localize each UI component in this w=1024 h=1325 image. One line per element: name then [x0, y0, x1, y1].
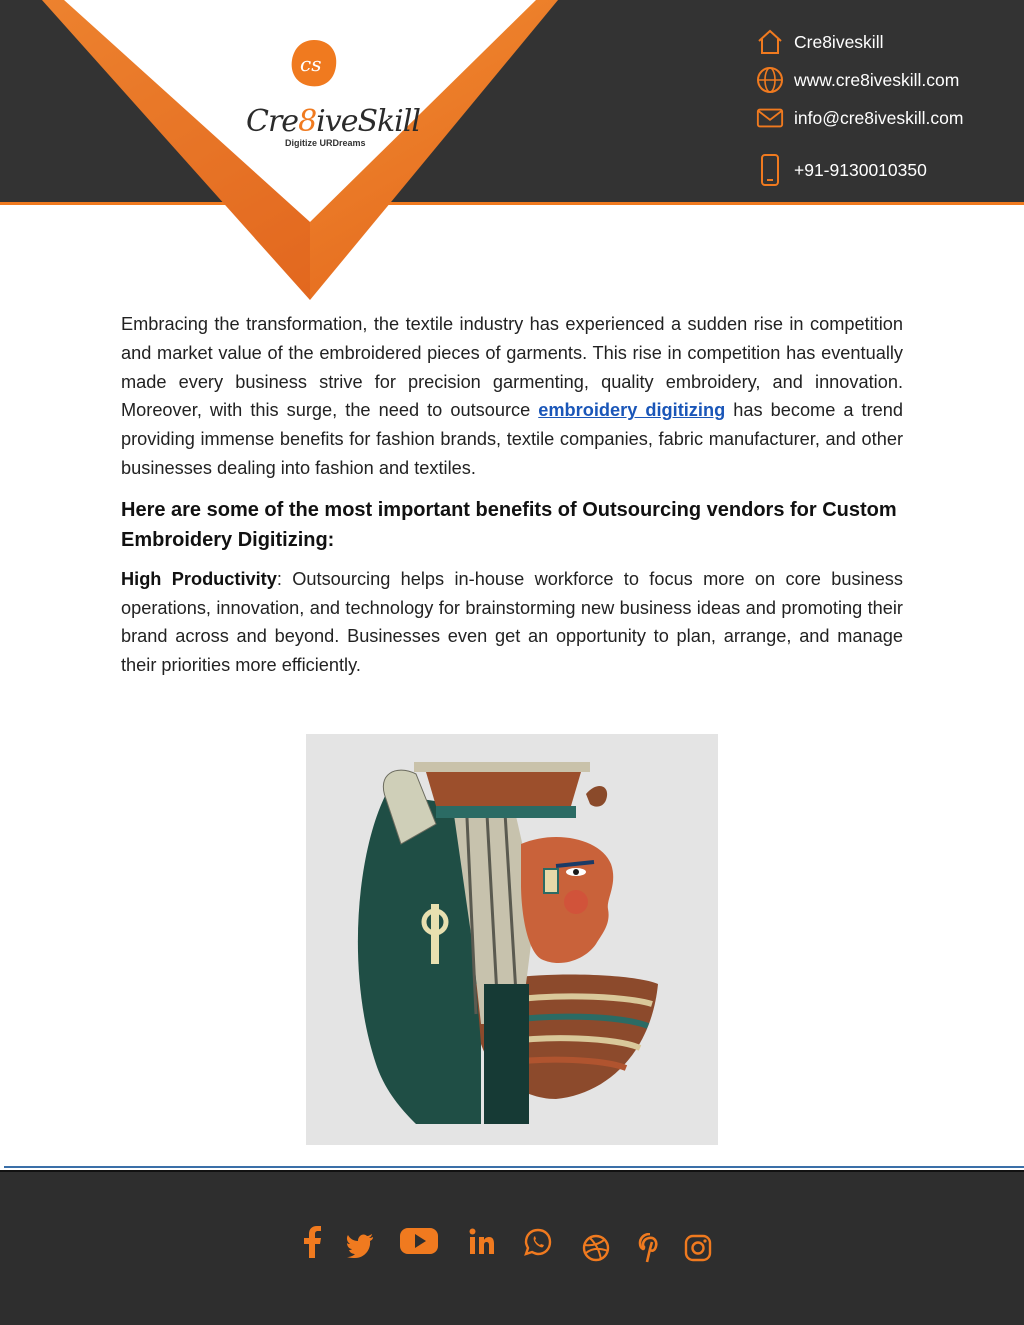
benefit-productivity [121, 565, 903, 680]
contact-email[interactable] [756, 102, 963, 134]
youtube-icon[interactable] [399, 1222, 439, 1262]
contact-company [756, 26, 883, 58]
intro-text-2: has become a trend providing immense benefits for fashion brands, textile companies, fabric manufacturer, and other businesses dealing into fashion and textiles. [121, 400, 903, 478]
intro-text-1: Embracing the transformation, the textile industry has experienced a sudden rise in competition and market value of the embroidered pieces of garments. This rise in competition has eventually made every business strive for precision garmenting, quality embroidery, and innovation. Moreover, with this surge, the need to outsource [121, 314, 903, 421]
logo-wordmark: Cre8iveSkill [246, 104, 420, 139]
logo-mark-icon [288, 38, 340, 90]
twitter-icon[interactable] [343, 1226, 377, 1266]
email-link[interactable]: info@cre8iveskill.com [794, 107, 964, 128]
pinterest-icon[interactable] [633, 1228, 667, 1268]
facebook-icon[interactable] [295, 1222, 329, 1262]
benefit-text: : Outsourcing helps in-house workforce to focus more on core business operations, innovation, and technology for brainstorming new business ideas and promoting their brand across and beyond. Businesses even get an opportunity to plan, arrange, and manage their priorities more efficiently. [121, 568, 903, 676]
page-footer [0, 1170, 1024, 1325]
intro-paragraph [121, 310, 903, 483]
instagram-icon[interactable] [681, 1228, 715, 1268]
benefits-heading: Here are some of the most important benefits of Outsourcing vendors for Custom Embroidery Digitizing: [121, 498, 897, 551]
article-body [121, 310, 903, 680]
company-name: Cre8iveskill [794, 31, 884, 52]
globe-icon [756, 65, 784, 95]
mail-icon [756, 103, 784, 133]
embroidery-sample-image [306, 734, 718, 1145]
company-logo[interactable] [230, 30, 420, 160]
benefit-title: High Productivity [121, 568, 277, 589]
svg-text:cs: cs [300, 52, 322, 76]
home-icon [756, 27, 784, 57]
whatsapp-icon[interactable] [521, 1222, 555, 1262]
contact-phone[interactable] [756, 154, 927, 186]
phone-number[interactable]: +91-9130010350 [794, 159, 927, 180]
website-link[interactable]: www.cre8iveskill.com [794, 69, 960, 90]
phone-icon [756, 155, 784, 185]
dribbble-icon[interactable] [579, 1228, 613, 1268]
embroidery-digitizing-link[interactable]: embroidery digitizing [538, 400, 726, 421]
footer-divider [4, 1166, 1024, 1168]
contact-website[interactable] [756, 64, 959, 96]
logo-tagline: Digitize URDreams [285, 138, 366, 148]
social-links [295, 1222, 725, 1272]
linkedin-icon[interactable] [465, 1222, 499, 1262]
